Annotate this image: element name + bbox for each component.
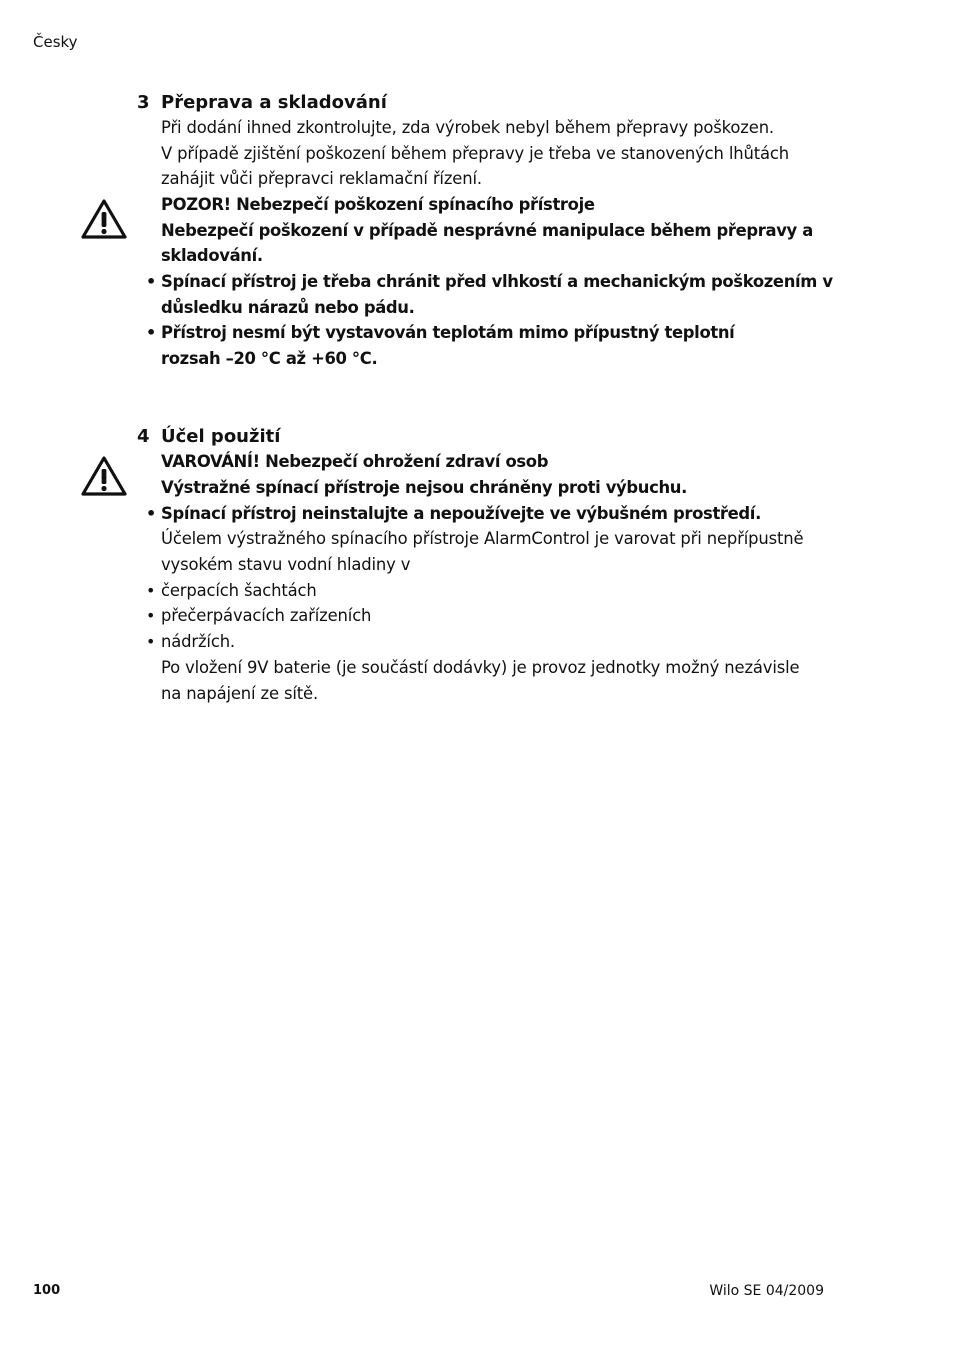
warning-title: POZOR! Nebezpečí poškození spínacího přístroje [161, 195, 595, 214]
paragraph-line: Při dodání ihned zkontrolujte, zda výrobek nebyl během přepravy poškozen. [161, 118, 774, 137]
warning-text: Nebezpečí poškození v případě nesprávné manipulace během přepravy a [161, 221, 813, 240]
list-item: přečerpávacích zařízeních [161, 606, 372, 625]
paragraph-line: Po vložení 9V baterie (je součástí dodávky) je provoz jednotky možný nezávisle [161, 658, 800, 677]
warning-bullet: důsledku nárazů nebo pádu. [161, 298, 415, 317]
section-title: Účel použití [161, 426, 281, 447]
warning-bullet: Spínací přístroj je třeba chránit před vlhkostí a mechanickým poškozením v [161, 272, 833, 291]
bullet-dot: • [146, 504, 156, 523]
bullet-dot: • [146, 632, 156, 651]
warning-text: skladování. [161, 246, 263, 265]
paragraph-line: zahájit vůči přepravci reklamační řízení. [161, 169, 482, 188]
publisher-info: Wilo SE 04/2009 [709, 1283, 824, 1299]
section-number: 4 [137, 426, 150, 447]
warning-bullet: Spínací přístroj neinstalujte a nepoužívejte ve výbušném prostředí. [161, 504, 761, 523]
section-title: Přeprava a skladování [161, 92, 387, 113]
language-label: Česky [33, 33, 78, 51]
bullet-dot: • [146, 323, 156, 342]
paragraph-line: na napájení ze sítě. [161, 684, 319, 703]
warning-bullet: rozsah –20 °C až +60 °C. [161, 349, 378, 368]
list-item: čerpacích šachtách [161, 581, 317, 600]
warning-bullet: Přístroj nesmí být vystavován teplotám mimo přípustný teplotní [161, 323, 735, 342]
paragraph-line: vysokém stavu vodní hladiny v [161, 555, 411, 574]
list-item: nádržích. [161, 632, 235, 651]
section-heading [137, 426, 280, 447]
warning-title: VAROVÁNÍ! Nebezpečí ohrožení zdraví osob [161, 452, 549, 471]
section-number: 3 [137, 92, 150, 113]
bullet-dot: • [146, 581, 156, 600]
paragraph-line: Účelem výstražného spínacího přístroje AlarmControl je varovat při nepřípustně [161, 529, 804, 548]
warning-triangle-icon [80, 198, 128, 240]
warning-text: Výstražné spínací přístroje nejsou chráněny proti výbuchu. [161, 478, 687, 497]
paragraph-line: V případě zjištění poškození během přepravy je třeba ve stanovených lhůtách [161, 144, 789, 163]
bullet-dot: • [146, 272, 156, 291]
warning-triangle-icon [80, 455, 128, 497]
bullet-dot: • [146, 606, 156, 625]
page-number: 100 [33, 1283, 61, 1298]
section-heading [137, 92, 387, 113]
